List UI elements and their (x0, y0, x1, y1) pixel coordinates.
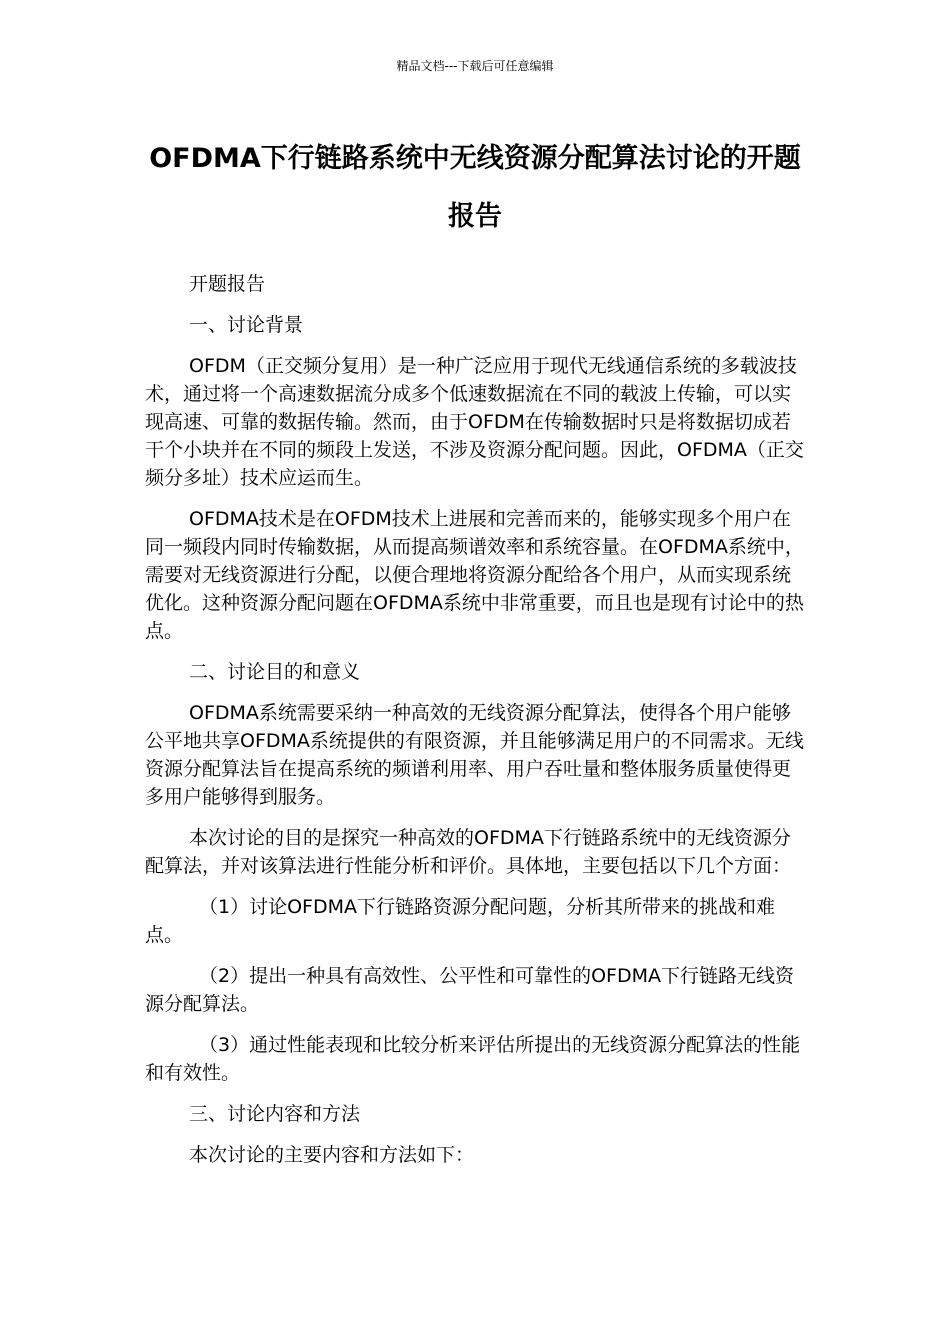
section-label: 开题报告 (189, 273, 266, 295)
document-body (145, 270, 807, 1182)
body-paragraph: 本次讨论的主要内容和方法如下： (189, 1144, 475, 1166)
body-paragraph: OFDMA系统需要采纳一种高效的无线资源分配算法，使得各个用户能够公平地共享OFDMA系统提供的有限资源，并且能够满足用户的不同需求。无线资源分配算法旨在提高系统的频谱利用率、用户吞吐量和整体服务质量使得更多用户能够得到服务。 (145, 702, 804, 808)
list-item: （1）讨论OFDMA下行链路资源分配问题，分析其所带来的挑战和难点。 (145, 896, 775, 946)
body-paragraph: OFDM（正交频分复用）是一种广泛应用于现代无线通信系统的多载波技术，通过将一个高速数据流分成多个低速数据流在不同的载波上传输，可以实现高速、可靠的数据传输。然而，由于OFDM在传输数据时只是将数据切成若干个小块并在不同的频段上发送，不涉及资源分配问题。因此，OFDMA（正交频分多址）技术应运而生。 (145, 355, 804, 489)
list-item: （2）提出一种具有高效性、公平性和可靠性的OFDMA下行链路无线资源分配算法。 (145, 965, 794, 1015)
section-heading: 二、讨论目的和意义 (189, 661, 361, 683)
body-paragraph: OFDMA技术是在OFDM技术上进展和完善而来的，能够实现多个用户在同一频段内同时传输数据，从而提高频谱效率和系统容量。在OFDMA系统中，需要对无线资源进行分配，以便合理地将资源分配给各个用户，从而实现系统优化。这种资源分配问题在OFDMA系统中非常重要，而且也是现有讨论中的热点。 (145, 508, 804, 642)
section-heading: 三、讨论内容和方法 (189, 1103, 361, 1125)
list-item: （3）通过性能表现和比较分析来评估所提出的无线资源分配算法的性能和有效性。 (145, 1034, 801, 1084)
section-heading: 一、讨论背景 (189, 314, 304, 336)
document-title: OFDMA下行链路系统中无线资源分配算法讨论的开题报告 (149, 143, 801, 232)
header-note: 精品文档---下载后可任意编辑 (396, 59, 554, 73)
body-paragraph: 本次讨论的目的是探究一种高效的OFDMA下行链路系统中的无线资源分配算法，并对该算法进行性能分析和评价。具体地，主要包括以下几个方面： (145, 827, 792, 877)
